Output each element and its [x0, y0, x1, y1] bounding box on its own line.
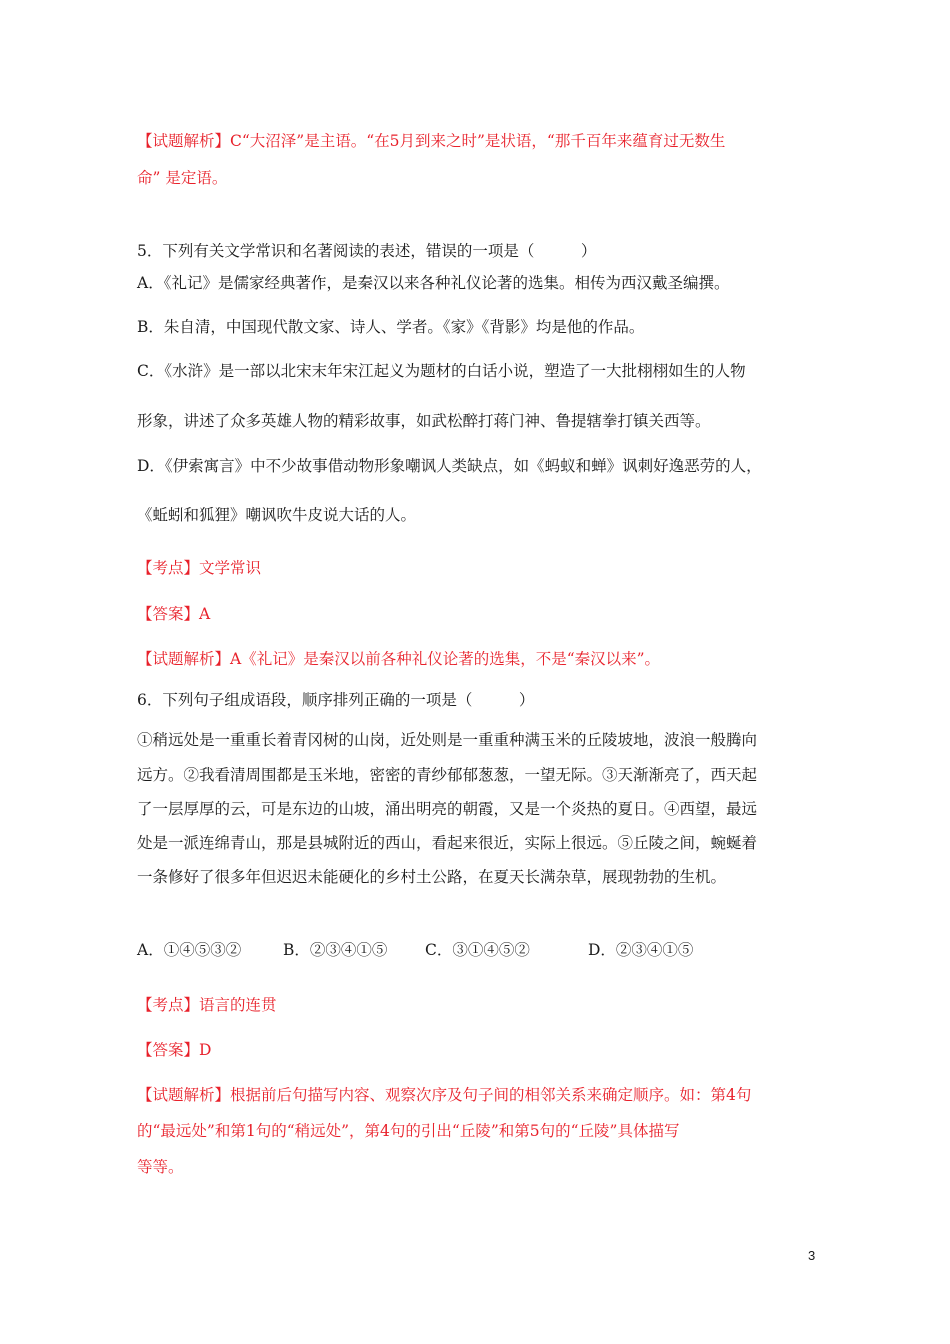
- kaodian-value: 语言的连贯: [199, 996, 277, 1014]
- passage-line: 一条修好了很多年但迟迟未能硬化的乡村土公路，在夏天长满杂草，展现勃勃的生机。: [137, 868, 727, 886]
- option-d-line1: D．《伊索寓言》中不少故事借动物形象嘲讽人类缺点，如《蚂蚁和蝉》讽刺好逸恶劳的人，: [137, 457, 762, 475]
- answer-row: [137, 603, 210, 625]
- option-c-line1: C．《水浒》是一部以北宋末年宋江起义为题材的白话小说，塑造了一大批栩栩如生的人物: [137, 362, 746, 380]
- kaodian-row: [137, 994, 277, 1016]
- option-b: B．朱自清，中国现代散文家、诗人、学者。《家》《背影》均是他的作品。: [137, 318, 645, 336]
- analysis-line: 【试题解析】A《礼记》是秦汉以前各种礼仪论著的选集，不是“秦汉以来”。: [137, 650, 661, 668]
- option-a: A．①④⑤③②: [137, 941, 242, 959]
- page-number: 3: [808, 1248, 816, 1263]
- answer-value: D: [199, 1041, 212, 1059]
- option-d-line2: 《蚯蚓和狐狸》嘲讽吹牛皮说大话的人。: [137, 506, 417, 524]
- option-b: B．②③④①⑤: [283, 941, 388, 959]
- answer-value: A: [199, 605, 211, 623]
- analysis-line: 【试题解析】C“大沼泽”是主语。“在5月到来之时”是状语，“那千百年来蕴育过无数生: [137, 132, 726, 150]
- option-c-line2: 形象，讲述了众多英雄人物的精彩故事，如武松醉打蒋门神、鲁提辖拳打镇关西等。: [137, 412, 711, 430]
- passage-line: 了一层厚厚的云，可是东边的山坡，涌出明亮的朝霞，又是一个炎热的夏日。④西望，最远: [137, 800, 758, 818]
- answer-label: 【答案】: [137, 1041, 200, 1059]
- analysis-line: 等等。: [137, 1158, 184, 1176]
- kaodian-label: 【考点】: [137, 996, 200, 1014]
- analysis-line: 【试题解析】根据前后句描写内容、观察次序及句子间的相邻关系来确定顺序。如：第4句: [137, 1086, 752, 1104]
- kaodian-row: [137, 557, 261, 579]
- passage-line: ①稍远处是一重重长着青冈树的山岗，近处则是一重重种满玉米的丘陵坡地，波浪一般腾向: [137, 731, 758, 749]
- answer-row: [137, 1039, 211, 1061]
- analysis-line: 命” 是定语。: [137, 169, 228, 187]
- kaodian-label: 【考点】: [137, 559, 200, 577]
- answer-label: 【答案】: [137, 605, 200, 623]
- kaodian-value: 文学常识: [199, 559, 262, 577]
- option-a: A．《礼记》是儒家经典著作，是秦汉以来各种礼仪论著的选集。相传为西汉戴圣编撰。: [137, 274, 730, 292]
- passage-line: 远方。②我看清周围都是玉米地，密密的青纱郁郁葱葱，一望无际。③天渐渐亮了，西天起: [137, 766, 758, 784]
- question-5-stem: 5．下列有关文学常识和名著阅读的表述，错误的一项是（ ）: [137, 242, 597, 260]
- option-c: C．③①④⑤②: [425, 941, 530, 959]
- passage-line: 处是一派连绵青山，那是县城附近的西山，看起来很近，实际上很远。⑤丘陵之间，蜿蜒着: [137, 834, 758, 852]
- option-d: D．②③④①⑤: [588, 941, 694, 959]
- analysis-line: 的“最远处”和第1句的“稍远处”，第4句的引出“丘陵”和第5句的“丘陵”具体描写: [137, 1122, 680, 1140]
- question-6-stem: 6．下列句子组成语段，顺序排列正确的一项是（ ）: [137, 691, 535, 709]
